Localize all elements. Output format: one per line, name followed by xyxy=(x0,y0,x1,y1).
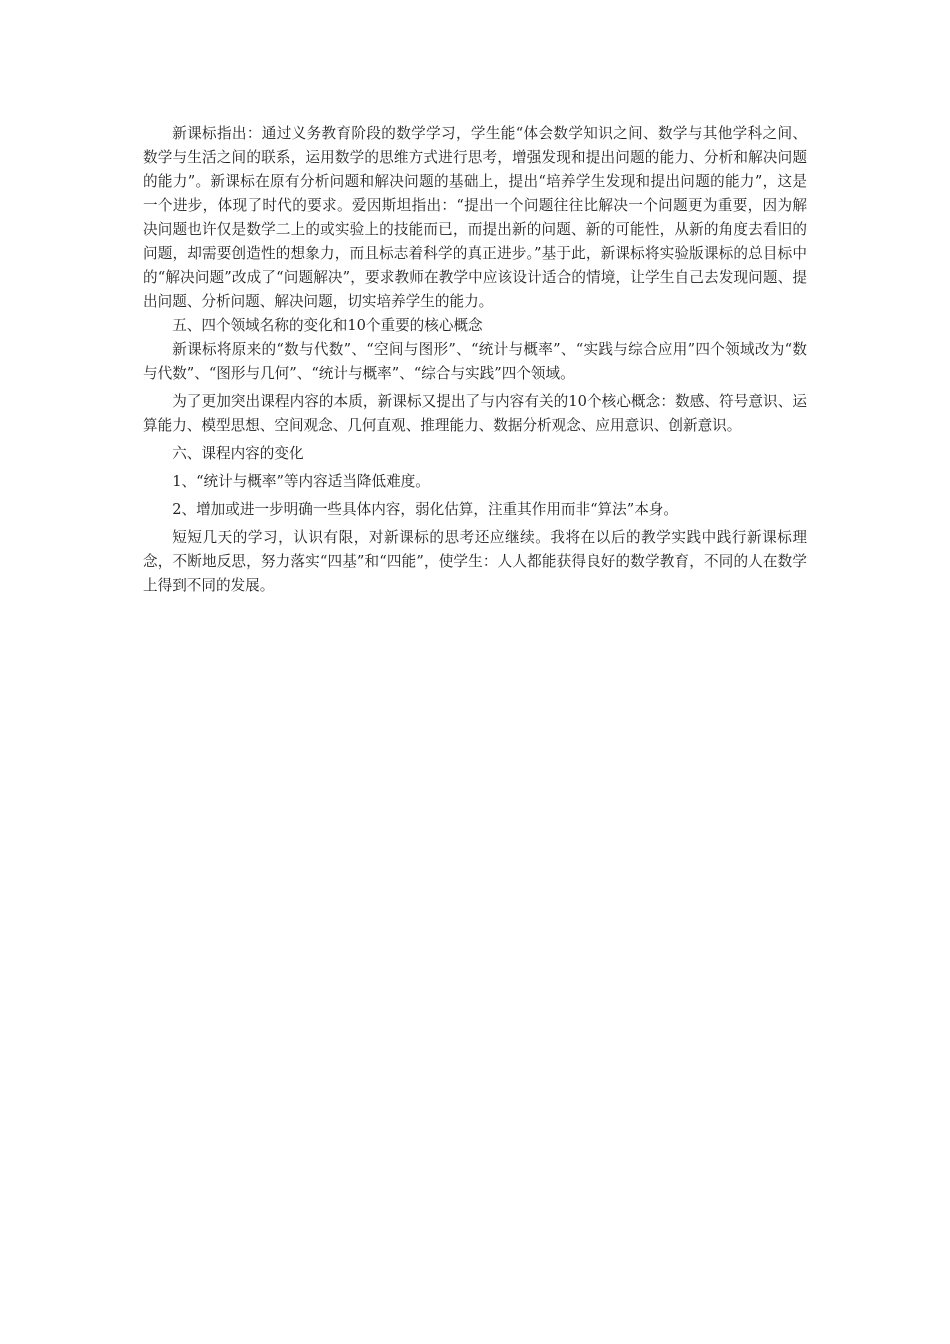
paragraph-conclusion: 短短几天的学习，认识有限，对新课标的思考还应继续。我将在以后的教学实践中践行新课标理念，不断地反思，努力落实“四基”和“四能”，使学生：人人都能获得良好的数学教育，不同的人在数学上得到不同的发展。 xyxy=(143,529,807,594)
paragraph-curriculum-goals: 新课标指出：通过义务教育阶段的数学学习，学生能“体会数学知识之间、数学与其他学科之间、数学与生活之间的联系，运用数学的思维方式进行思考，增强发现和提出问题的能力、分析和解决问题的能力”。新课标在原有分析问题和解决问题的基础上，提出“培养学生发现和提出问题的能力”，这是一个进步，体现了时代的要求。爱因斯坦指出：“提出一个问题往往比解决一个问题更为重要，因为解决问题也许仅是数学二上的或实验上的技能而已，而提出新的问题、新的可能性，从新的角度去看旧的问题，却需要创造性的想象力，而且标志着科学的真正进步。”基于此，新课标将实验版课标的总目标中的“解决问题”改成了“问题解决”，要求教师在教学中应该设计适合的情境，让学生自己去发现问题、提出问题、分析问题、解决问题，切实培养学生的能力。 xyxy=(143,125,807,310)
heading-section-five: 五、四个领域名称的变化和10个重要的核心概念 xyxy=(172,317,483,334)
list-item-1: 1、“统计与概率”等内容适当降低难度。 xyxy=(172,473,430,490)
paragraph-core-concepts: 为了更加突出课程内容的本质，新课标又提出了与内容有关的10个核心概念：数感、符号意识、运算能力、模型思想、空间观念、几何直观、推理能力、数据分析观念、应用意识、创新意识。 xyxy=(143,393,807,434)
list-item-2: 2、增加或进一步明确一些具体内容，弱化估算，注重其作用而非“算法”本身。 xyxy=(172,501,678,518)
paragraph-four-domains: 新课标将原来的“数与代数”、“空间与图形”、“统计与概率”、“实践与综合应用”四个领域改为“数与代数”、“图形与几何”、“统计与概率”、“综合与实践”四个领域。 xyxy=(143,341,807,382)
heading-section-six: 六、课程内容的变化 xyxy=(172,445,304,462)
document-body xyxy=(143,122,807,598)
